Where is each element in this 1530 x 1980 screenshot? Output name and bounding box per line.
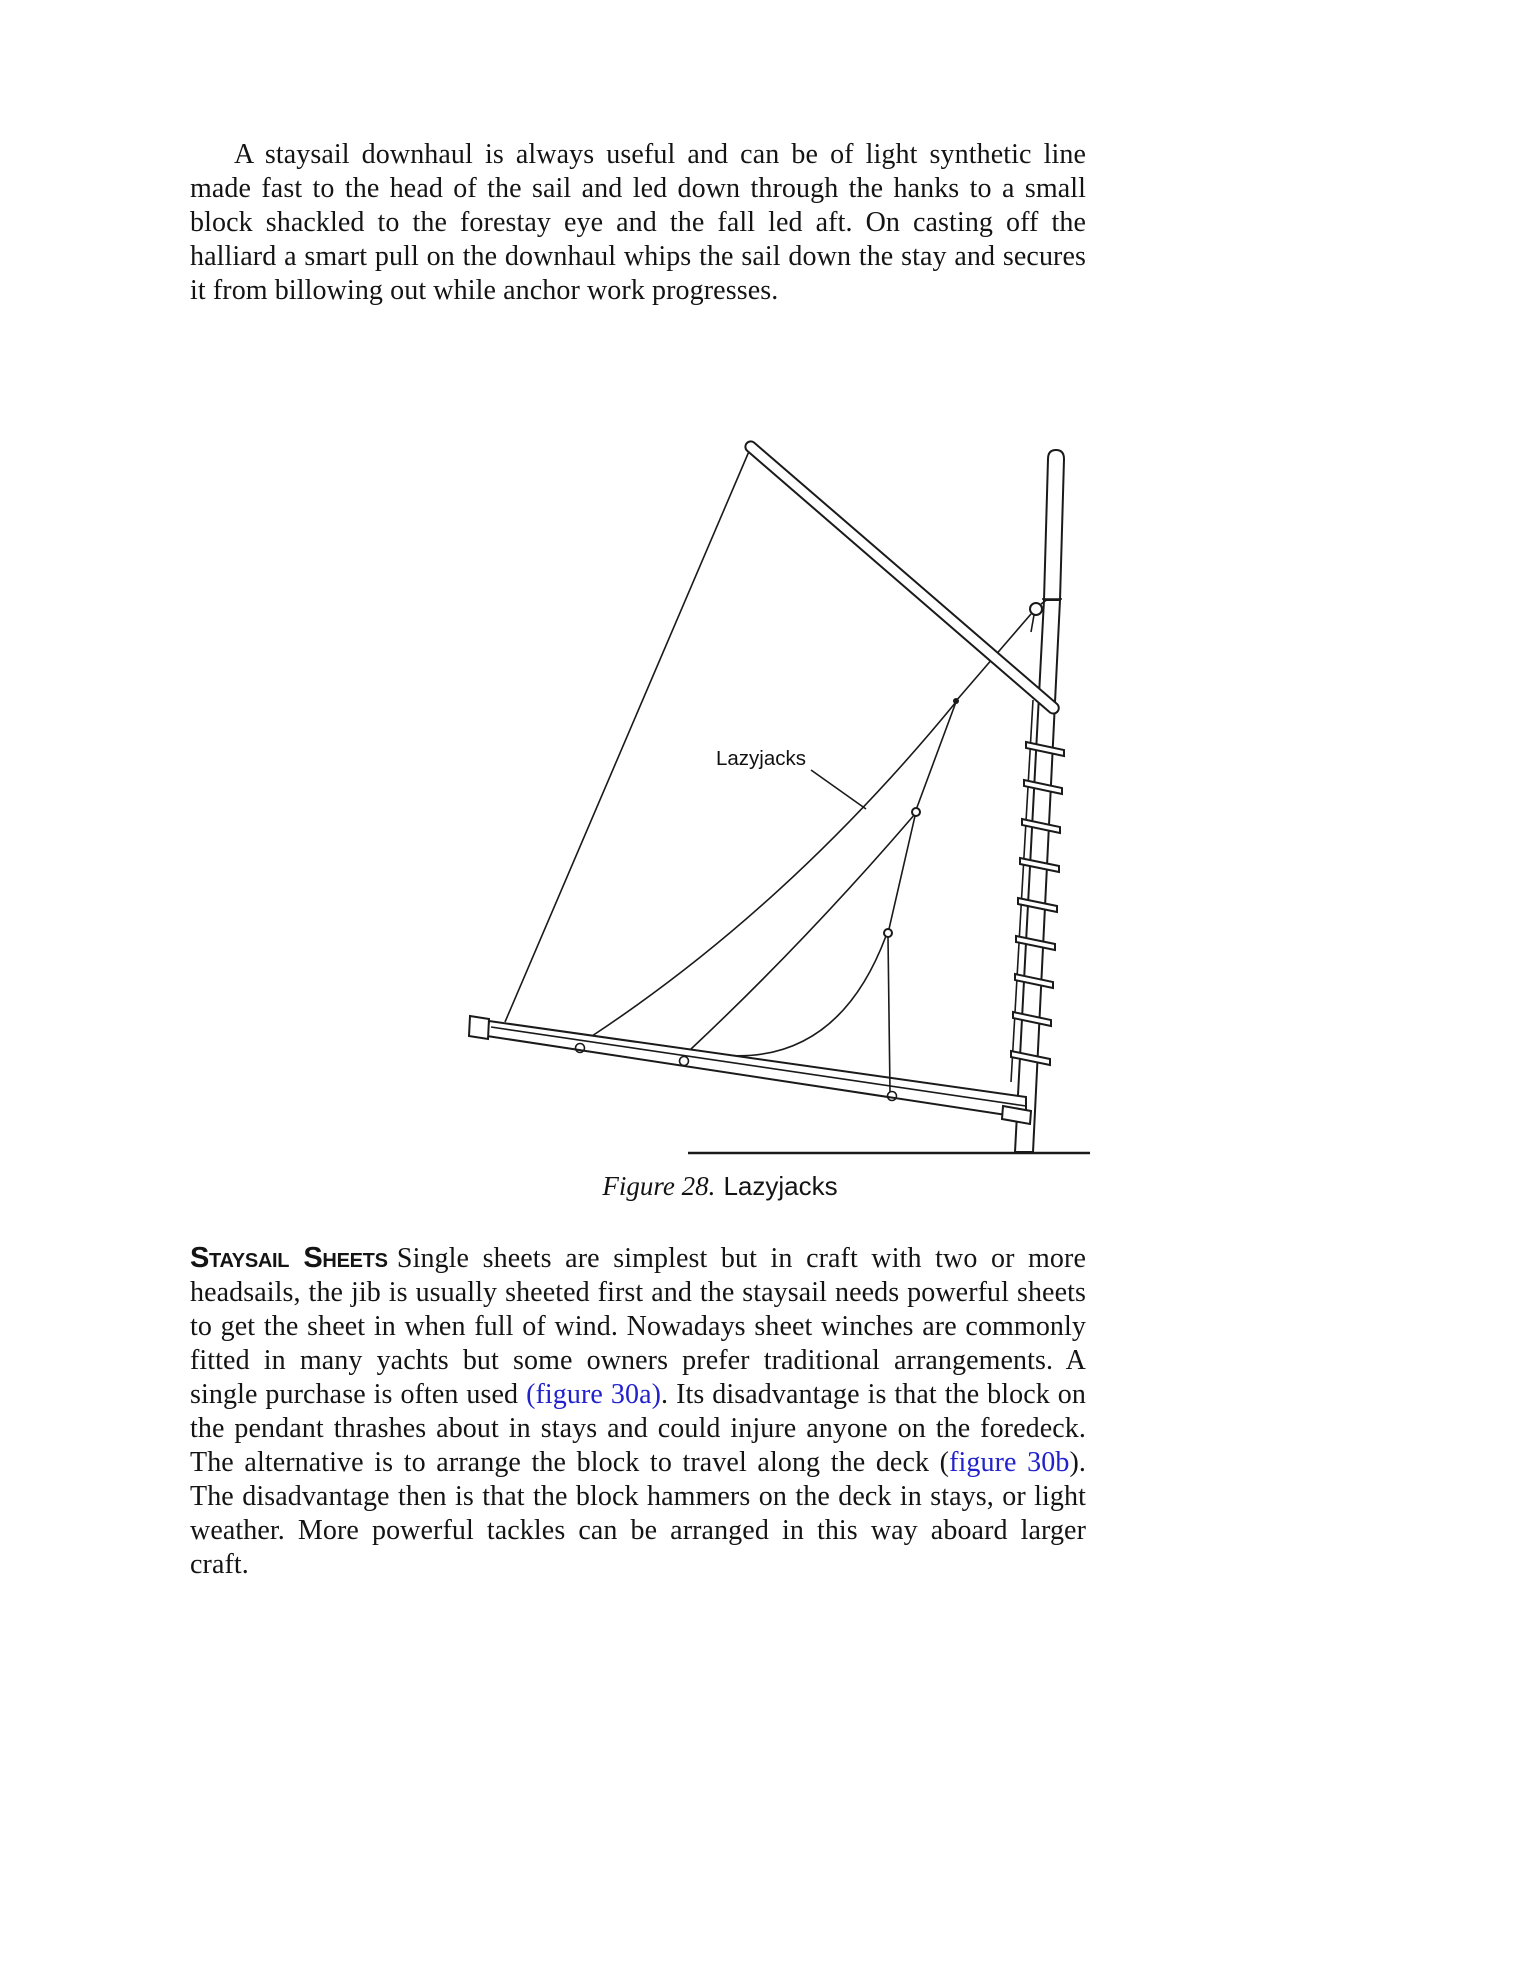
staysail-sheets-heading: Staysail Sheets [190,1242,388,1274]
figure-caption-number: Figure 28. [602,1171,716,1201]
boom-edge-line [491,1027,1026,1106]
gaff-spar [745,441,1058,713]
paragraph-staysail-downhaul [190,138,1086,308]
lazyjack-junction-c [884,929,892,937]
figure-caption-title: Lazyjacks [723,1171,838,1201]
mast-upper [1044,450,1064,600]
lazyjack-junction-b [912,808,920,816]
paragraph-staysail-sheets-text-3: ). The disadvantage then is that the block hammers on the deck in stays, or light weather. More powerful tackles can be arranged in this way aboard larger craft. [190,1447,1086,1580]
lazyjack-leg-4 [888,937,890,1092]
lazyjacks-label: Lazyjacks [715,747,806,770]
lazyjack-link-b-c [889,816,915,929]
lazyjack-link-a-b [916,702,956,810]
lazyjack-junction-a [953,698,959,704]
boom [487,1021,1026,1118]
figure-30b-link[interactable]: figure 30b [949,1447,1070,1478]
lazyjack-leg-2 [691,814,915,1049]
sail-leech-line [505,449,750,1022]
paragraph-staysail-sheets-text-1: Single sheets are simplest but in craft with two or more headsails, the jib is usually sheeted first and the staysail needs powerful sheets to get the sheet in when full of wind. Nowadays sheet winches are commonly fitted in many yachts but some owners prefer traditional arrangements. A single purchase is often used [190,1243,1086,1410]
lazyjack-leg-3 [694,936,886,1056]
lazyjacks-pointer-line [811,770,866,809]
paragraph-staysail-sheets-text-2: . Its disadvantage is that the block on the pendant thrashes about in stays and could injure anyone on the foredeck. The alternative is to arrange the block to travel along the deck ( [190,1379,1086,1478]
masthead-block [1030,603,1042,615]
figure-28-drawing [440,420,1120,1165]
figure-28-caption [430,1170,1010,1202]
boom-end-cap [469,1016,489,1039]
block-tail-line [1031,615,1034,632]
paragraph-staysail-sheets [190,1241,1086,1582]
paragraph-staysail-downhaul-text: A staysail downhaul is always useful and can be of light synthetic line made fast to the head of the sail and led down through the hanks to a small block shackled to the forestay eye and the fall led aft. On casting off the halliard a smart pull on the downhaul whips the sail down the stay and secures it from billowing out while anchor work progresses. [190,139,1086,306]
figure-30a-link[interactable]: (figure 30a) [526,1379,662,1410]
